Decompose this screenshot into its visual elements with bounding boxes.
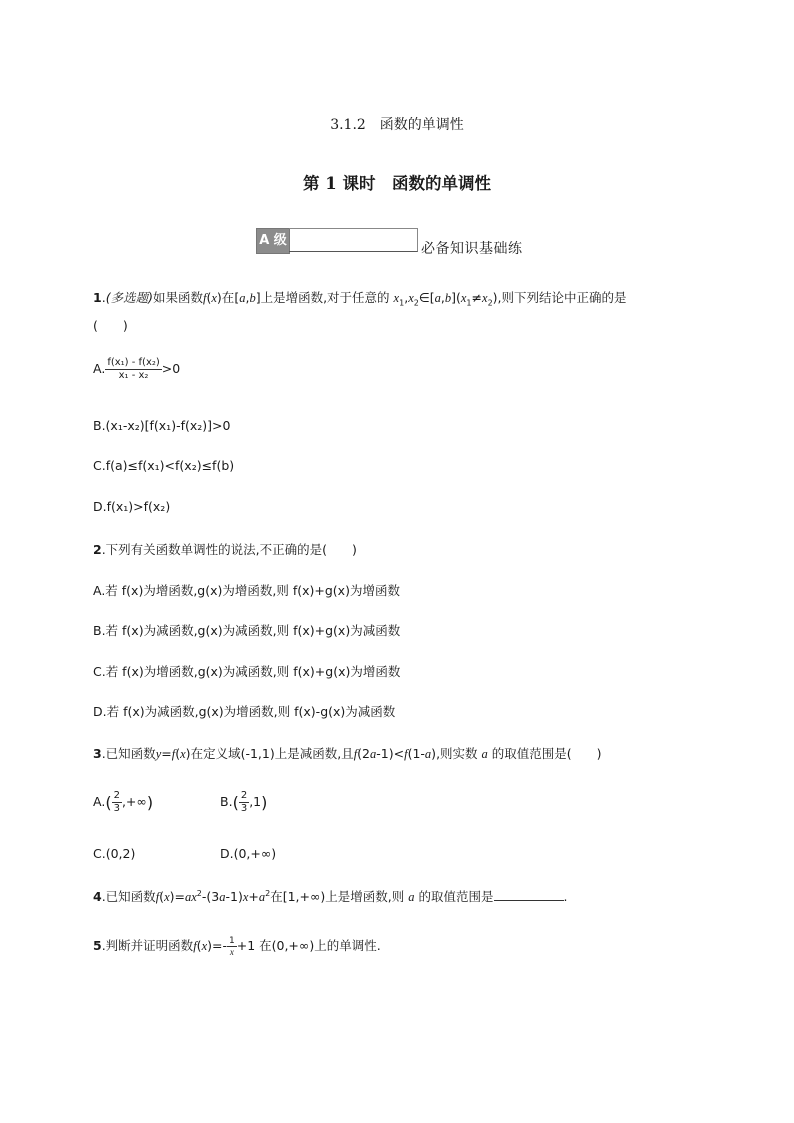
question-1-option-b: B.(x₁-x₂)[f(x₁)-f(x₂)]>0: [93, 418, 231, 433]
question-3-option-a: A.( $\frac{2}{3}$ ,+∞): [93, 790, 154, 814]
section-title: 3.1.2 函数的单调性: [330, 117, 464, 133]
question-3-option-d: D.(0,+∞): [220, 846, 277, 861]
fraction: $\frac{2}{3}$: [113, 790, 120, 814]
lesson-title: 第 1 课时 函数的单调性: [303, 174, 491, 193]
level-badge: A 级: [256, 228, 290, 254]
fraction: $\frac{\text{f(x₁) - f(x₂)}}{\text{x₁ - x₂}}$: [107, 357, 160, 381]
question-1-option-a: A. $\frac{\text{f(x₁) - f(x₂)}}{\text{x₁ - x₂}}$ >0: [93, 357, 181, 381]
question-3-option-b: B.( $\frac{2}{3}$ ,1): [220, 790, 268, 814]
fraction: $\frac{2}{3}$: [240, 790, 248, 814]
question-2-option-b: B.若 f(x)为减函数,g(x)为减函数,则 f(x)+g(x)为减函数: [93, 623, 401, 638]
question-4-stem: 4.已知函数$f(x)=ax^2-(3a-1)x+a^2$在[1,+∞)上是增函数,则 a 的取值范围是 .: [93, 888, 568, 904]
question-3-stem: 3.已知函数y=f(x)在定义域(-1,1)上是减函数,且f(2a-1)<f(1-a),则实数 a 的取值范围是( ): [93, 746, 602, 761]
question-1-answer-paren: ( ): [93, 318, 128, 333]
level-caption: 必备知识基础练: [421, 241, 523, 257]
level-label-box: [289, 228, 418, 252]
question-1-stem: 1.(多选题)如果函数f(x)在[a,b]上是增函数,对于任意的 $x_1,x_2\in[a,b](x_1\ne x_2)$,则下列结论中正确的是: [93, 290, 627, 308]
fraction: $\frac{1}{x}$: [229, 936, 235, 957]
question-1-option-d: D.f(x₁)>f(x₂): [93, 499, 171, 514]
question-2-option-c: C.若 f(x)为增函数,g(x)为减函数,则 f(x)+g(x)为增函数: [93, 664, 401, 679]
question-3-option-c: C.(0,2): [93, 846, 136, 861]
question-2-option-a: A.若 f(x)为增函数,g(x)为增函数,则 f(x)+g(x)为增函数: [93, 583, 400, 598]
question-1-option-c: C.f(a)≤f(x₁)<f(x₂)≤f(b): [93, 458, 235, 473]
question-2-stem: 2.下列有关函数单调性的说法,不正确的是( ): [93, 542, 357, 557]
question-5-stem: 5.判断并证明函数f(x)=- $\frac{1}{x}$ +1 在(0,+∞)上的单调性.: [93, 936, 381, 957]
question-2-option-d: D.若 f(x)为减函数,g(x)为增函数,则 f(x)-g(x)为减函数: [93, 704, 396, 719]
answer-blank[interactable]: [494, 888, 564, 901]
